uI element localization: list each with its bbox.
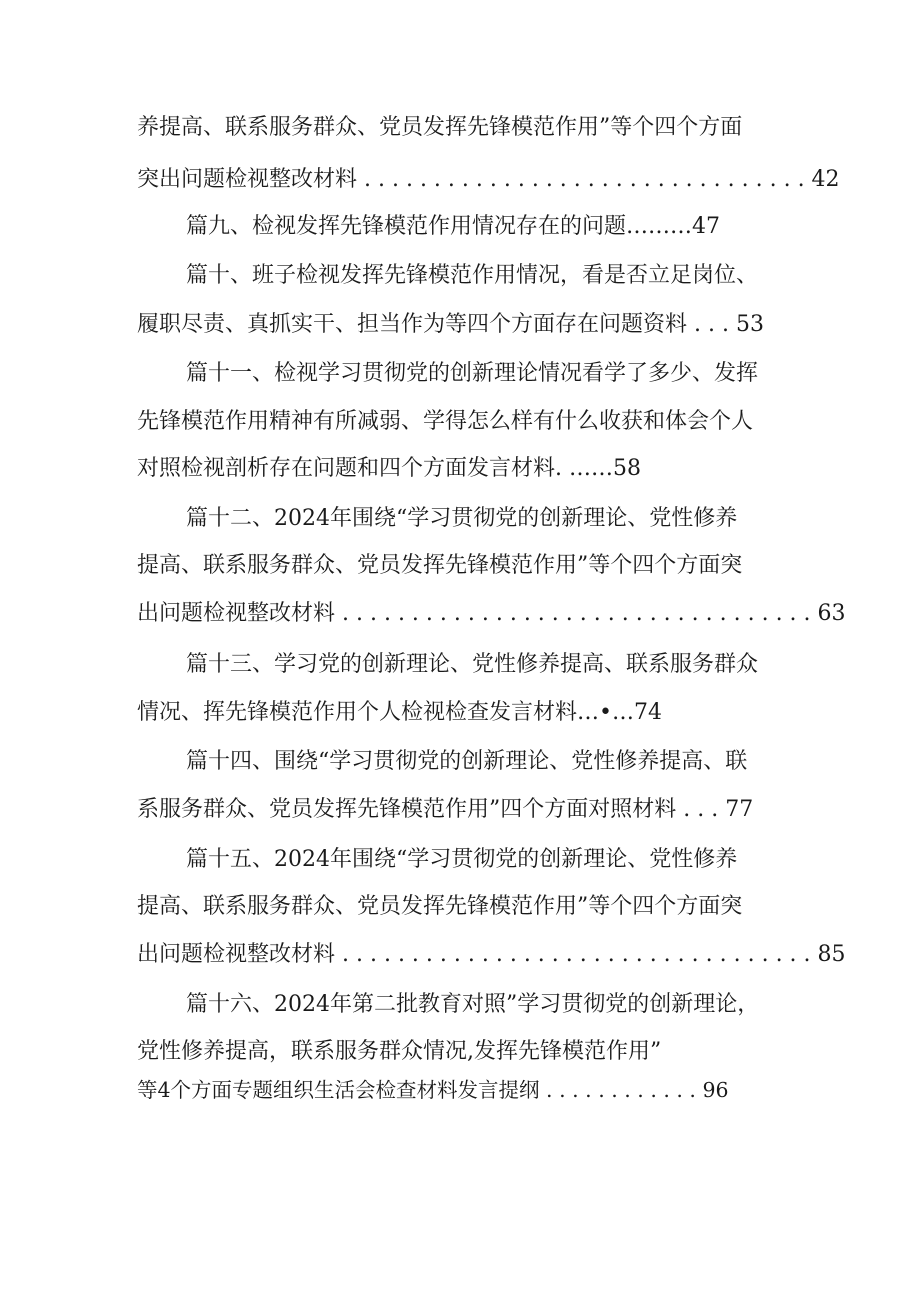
toc-line: 提高、联系服务群众、党员发挥先锋模范作用”等个四个方面突	[137, 894, 743, 919]
toc-line: 出问题检视整改材料 . . . . . . . . . . . . . . . . . . . . . . . . . . . . . . . . . . 63	[137, 601, 846, 626]
toc-line: 篇九、检视发挥先锋模范作用情况存在的问题………47	[186, 214, 720, 239]
toc-line: 篇十四、围绕“学习贯彻党的创新理论、党性修养提高、联	[186, 749, 748, 774]
toc-line: 养提高、联系服务群众、党员发挥先锋模范作用”等个四个方面	[137, 115, 743, 140]
toc-line: 篇十五、2024年围绕“学习贯彻党的创新理论、党性修养	[186, 847, 738, 872]
toc-line: 等4个方面专题组织生活会检查材料发言提纲 . . . . . . . . . . . . 96	[137, 1078, 729, 1102]
toc-line: 篇十三、学习党的创新理论、党性修养提高、联系服务群众	[186, 652, 759, 677]
toc-line: 篇十二、2024年围绕“学习贯彻党的创新理论、党性修养	[186, 506, 738, 531]
toc-line: 履职尽责、真抓实干、担当作为等四个方面存在问题资料 . . . 53	[137, 312, 764, 337]
toc-line: 党性修养提高，联系服务群众情况,发挥先锋模范作用”	[137, 1039, 662, 1064]
toc-line: 篇十六、2024年第二批教育对照”学习贯彻党的创新理论，	[186, 992, 760, 1017]
toc-line: 系服务群众、党员发挥先锋模范作用”四个方面对照材料 . . . 77	[137, 797, 754, 822]
toc-line: 先锋模范作用精神有所减弱、学得怎么样有什么收获和体会个人	[137, 409, 754, 434]
toc-line: 情况、挥先锋模范作用个人检视检查发言材料…•…74	[137, 700, 662, 725]
toc-line: 对照检视剖析存在问题和四个方面发言材料. ……58	[137, 456, 641, 481]
toc-line: 出问题检视整改材料 . . . . . . . . . . . . . . . . . . . . . . . . . . . . . . . . . . 85	[137, 942, 846, 967]
toc-line: 提高、联系服务群众、党员发挥先锋模范作用”等个四个方面突	[137, 553, 743, 578]
toc-line: 篇十一、检视学习贯彻党的创新理论情况看学了多少、发挥	[186, 361, 759, 386]
toc-line: 篇十、班子检视发挥先锋模范作用情况，看是否立足岗位、	[186, 263, 759, 288]
toc-line: 突出问题检视整改材料 . . . . . . . . . . . . . . . . . . . . . . . . . . . . . . . . 42	[137, 167, 840, 192]
